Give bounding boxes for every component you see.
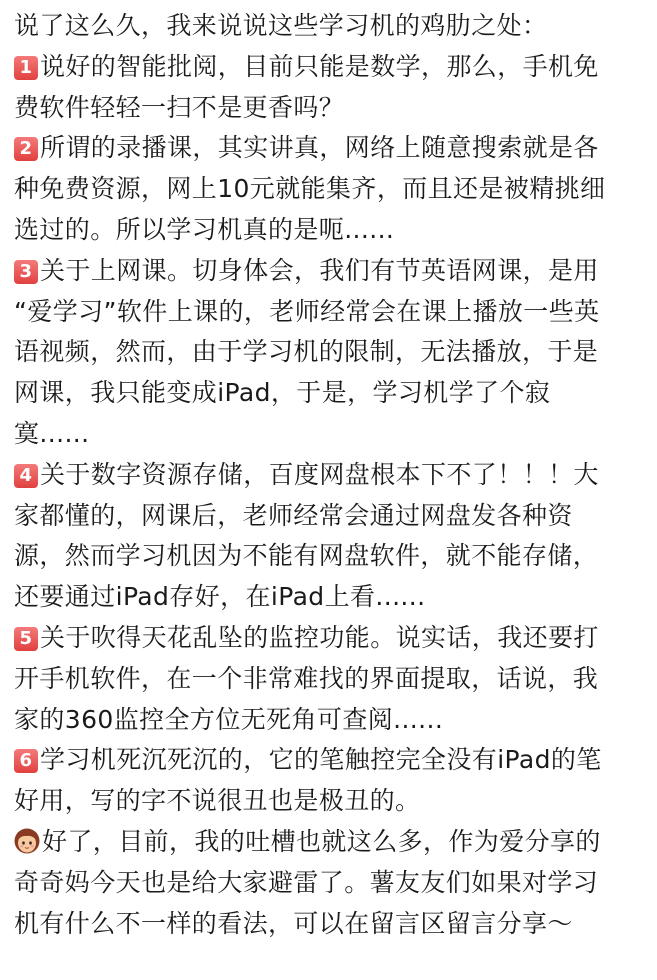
item-4-line-4: 还要通过iPad存好，在iPad上看...... [14,582,426,612]
closing-line-2: 奇奇妈今天也是给大家避雷了。薯友友们如果对学习 [14,867,599,897]
item-2-line-3: 选过的。所以学习机真的是呃...... [14,214,395,244]
list-item-1 [14,47,650,129]
item-2-line-1: 所谓的录播课，其实讲真，网络上随意搜索就是各 [40,133,599,163]
number-1-icon: 1 [14,56,38,80]
closing-line-3: 机有什么不一样的看法，可以在留言区留言分享～ [14,908,573,938]
item-2-line-2: 种免费资源，网上10元就能集齐，而且还是被精挑细 [14,174,606,204]
item-3-line-5: 寞...... [14,418,90,448]
number-5-icon: 5 [14,627,38,651]
list-item-5 [14,618,650,740]
item-4-line-1: 关于数字资源存储，百度网盘根本下不了！！！大 [40,459,599,489]
number-4-icon: 4 [14,464,38,488]
item-3-line-4: 网课，我只能变成iPad，于是，学习机学了个寂 [14,378,551,408]
number-3-icon: 3 [14,260,38,284]
item-3-line-3: 语视频，然而，由于学习机的限制，无法播放，于是 [14,337,599,367]
closing-line-1: 好了，目前，我的吐槽也就这么多，作为爱分享的 [42,826,601,856]
list-item-6 [14,740,650,822]
item-4-line-2: 家都懂的，网课后，老师经常会通过网盘发各种资 [14,500,573,530]
item-1-line-1: 说好的智能批阅，目前只能是数学，那么，手机免 [40,51,599,81]
item-3-line-2: “爱学习”软件上课的，老师经常会在课上播放一些英 [14,296,600,326]
intro-line: 说了这么久，我来说说这些学习机的鸡肋之处： [14,11,548,40]
number-6-icon: 6 [14,749,38,773]
item-6-line-2: 好用，写的字不说很丑也是极丑的。 [14,786,421,816]
list-item-4 [14,455,650,618]
item-1-line-2: 费软件轻轻一扫不是更香吗？ [14,92,345,122]
list-item-3 [14,251,650,455]
item-6-line-1: 学习机死沉死沉的，它的笔触控完全没有iPad的笔 [40,745,602,775]
closing-paragraph [14,822,650,944]
item-3-line-1: 关于上网课。切身体会，我们有节英语网课，是用 [40,255,599,285]
item-5-line-2: 开手机软件，在一个非常难找的界面提取，话说，我 [14,663,599,693]
item-5-line-1: 关于吹得天花乱坠的监控功能。说实话，我还要打 [40,622,599,652]
item-5-line-3: 家的360监控全方位无死角可查阅...... [14,704,444,734]
girl-face-emoji-icon [14,826,40,852]
post-body [14,6,650,944]
number-2-icon: 2 [14,137,38,161]
list-item-2 [14,128,650,250]
item-4-line-3: 源，然而学习机因为不能有网盘软件，就不能存储， [14,541,599,571]
